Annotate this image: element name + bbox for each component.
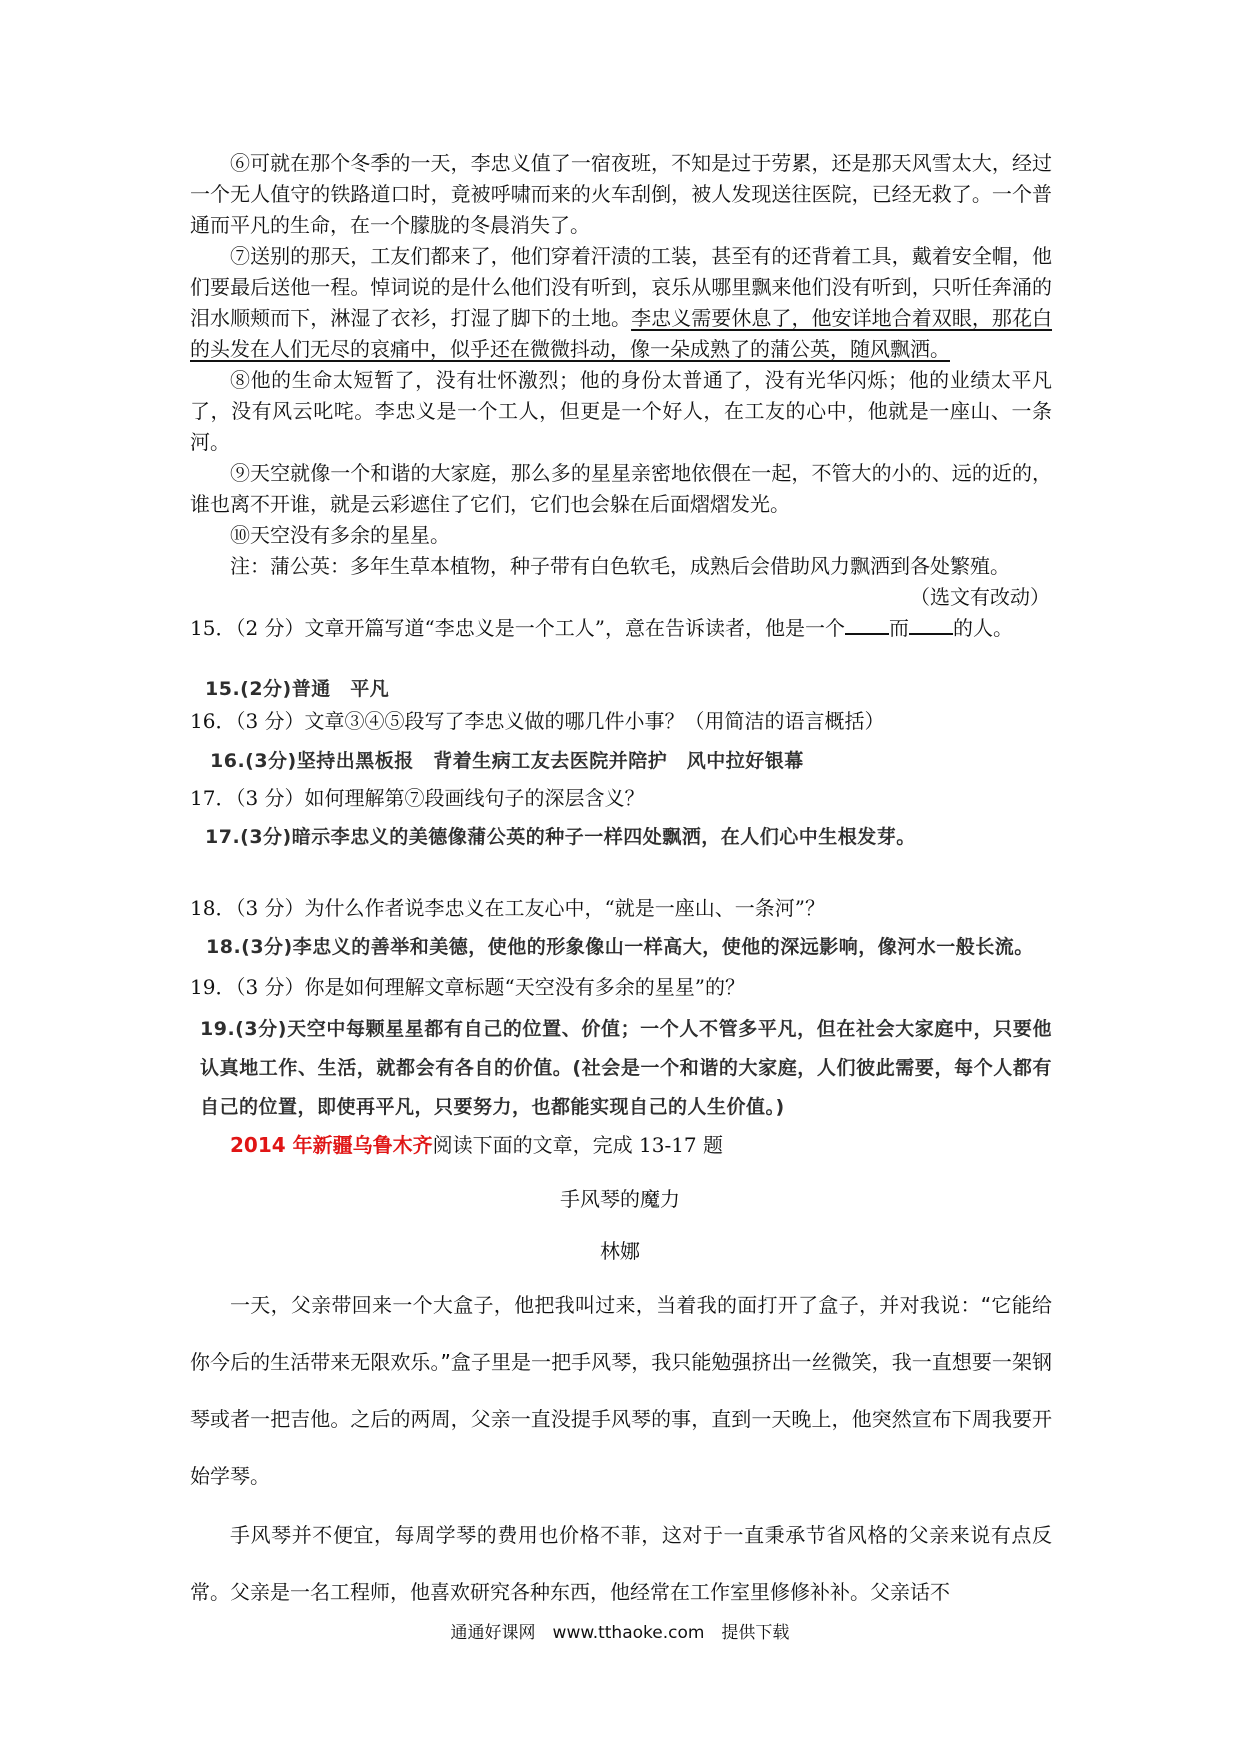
note: 注：蒲公英：多年生草本植物，种子带有白色软毛，成熟后会借助风力飘洒到各处繁殖。 bbox=[230, 554, 1010, 578]
question-15-text: 15．（2 分）文章开篇写道“李忠义是一个工人”，意在告诉读者，他是一个 bbox=[190, 616, 845, 640]
article-author: 林娜 bbox=[600, 1239, 640, 1263]
paragraph-10: ⑩天空没有多余的星星。 bbox=[230, 523, 450, 547]
answer-18: 18.(3分)李忠义的善举和美德，使他的形象像山一样高大，使他的深远影响，像河水一般长流。 bbox=[206, 936, 1034, 958]
answer-16: 16.(3分)坚持出黑板报 背着生病工友去医院并陪护 风中拉好银幕 bbox=[210, 750, 804, 772]
article-title: 手风琴的魔力 bbox=[560, 1187, 680, 1211]
section-header bbox=[190, 1130, 1052, 1161]
source-note: （选文有改动） bbox=[910, 585, 1050, 609]
paragraph-8: ⑧他的生命太短暂了，没有壮怀激烈；他的身份太普通了，没有光华闪烁；他的业绩太平凡了，没有风云叱咤。李忠义是一个工人，但更是一个好人，在工友的心中，他就是一座山、一条河。 bbox=[190, 368, 1052, 454]
question-15 bbox=[190, 613, 1052, 644]
question-15-text-b: 而 bbox=[888, 616, 909, 640]
section-source: 2014 年新疆乌鲁木齐 bbox=[230, 1133, 433, 1157]
question-18: 18．（3 分）为什么作者说李忠义在工友心中，“就是一座山、一条河”？ bbox=[190, 896, 825, 920]
question-19: 19．（3 分）你是如何理解文章标题“天空没有多余的星星”的？ bbox=[190, 975, 745, 999]
answer-17: 17.(3分)暗示李忠义的美德像蒲公英的种子一样四处飘洒，在人们心中生根发芽。 bbox=[205, 826, 916, 848]
answer-19: 19.(3分)天空中每颗星星都有自己的位置、价值；一个人不管多平凡，但在社会大家庭中，只要他认真地工作、生活，就都会有各自的价值。(社会是一个和谐的大家庭，人们彼此需要，每个人都有自己的位置，即使再平凡，只要努力，也都能实现自己的人生价值。) bbox=[200, 1018, 1052, 1118]
underlined-sentence: 李忠义需要休息了，他安详地合着双眼，那花白的头发在人们无尽的哀痛中，似乎还在微微抖动，像一朵成熟了的蒲公英，随风飘洒。 bbox=[190, 306, 1053, 361]
question-17: 17．（3 分）如何理解第⑦段画线句子的深层含义？ bbox=[190, 786, 645, 810]
answer-15: 15.(2分)普通 平凡 bbox=[205, 678, 390, 700]
answer-blank bbox=[845, 615, 889, 635]
page-footer: 通通好课网 www.tthaoke.com 提供下载 bbox=[450, 1623, 790, 1643]
article-paragraph-1: 一天，父亲带回来一个大盒子，他把我叫过来，当着我的面打开了盒子，并对我说：“它能给你今后的生活带来无限欢乐。”盒子里是一把手风琴，我只能勉强挤出一丝微笑，我一直想要一架钢琴或者一把吉他。之后的两周，父亲一直没提手风琴的事，直到一天晚上，他突然宣布下周我要开始学琴。 bbox=[190, 1293, 1052, 1488]
paragraph-7 bbox=[190, 241, 1052, 365]
answer-blank bbox=[909, 615, 953, 635]
question-15-text-c: 的人。 bbox=[952, 616, 1013, 640]
paragraph-7-text: ⑦送别的那天，工友们都来了，他们穿着汗渍的工装，甚至有的还背着工具，戴着安全帽，他们要最后送他一程。悼词说的是什么他们没有听到，哀乐从哪里飘来他们没有听到，只听任奔涌的泪水顺颊而下，淋湿了衣衫，打湿了脚下的土地。 bbox=[190, 244, 1052, 330]
paragraph-6: ⑥可就在那个冬季的一天，李忠义值了一宿夜班，不知是过于劳累，还是那天风雪太大，经过一个无人值守的铁路道口时，竟被呼啸而来的火车刮倒，被人发现送往医院，已经无救了。一个普通而平凡的生命，在一个朦胧的冬晨消失了。 bbox=[190, 151, 1052, 237]
paragraph-9: ⑨天空就像一个和谐的大家庭，那么多的星星亲密地依偎在一起，不管大的小的、远的近的，谁也离不开谁，就是云彩遮住了它们，它们也会躲在后面熠熠发光。 bbox=[190, 461, 1052, 516]
article-paragraph-2: 手风琴并不便宜，每周学琴的费用也价格不菲，这对于一直秉承节省风格的父亲来说有点反常。父亲是一名工程师，他喜欢研究各种东西，他经常在工作室里修修补补。父亲话不 bbox=[190, 1523, 1052, 1604]
question-16: 16．（3 分）文章③④⑤段写了李忠义做的哪几件小事？（用简洁的语言概括） bbox=[190, 709, 885, 733]
section-instruction: 阅读下面的文章，完成 13-17 题 bbox=[432, 1133, 724, 1157]
